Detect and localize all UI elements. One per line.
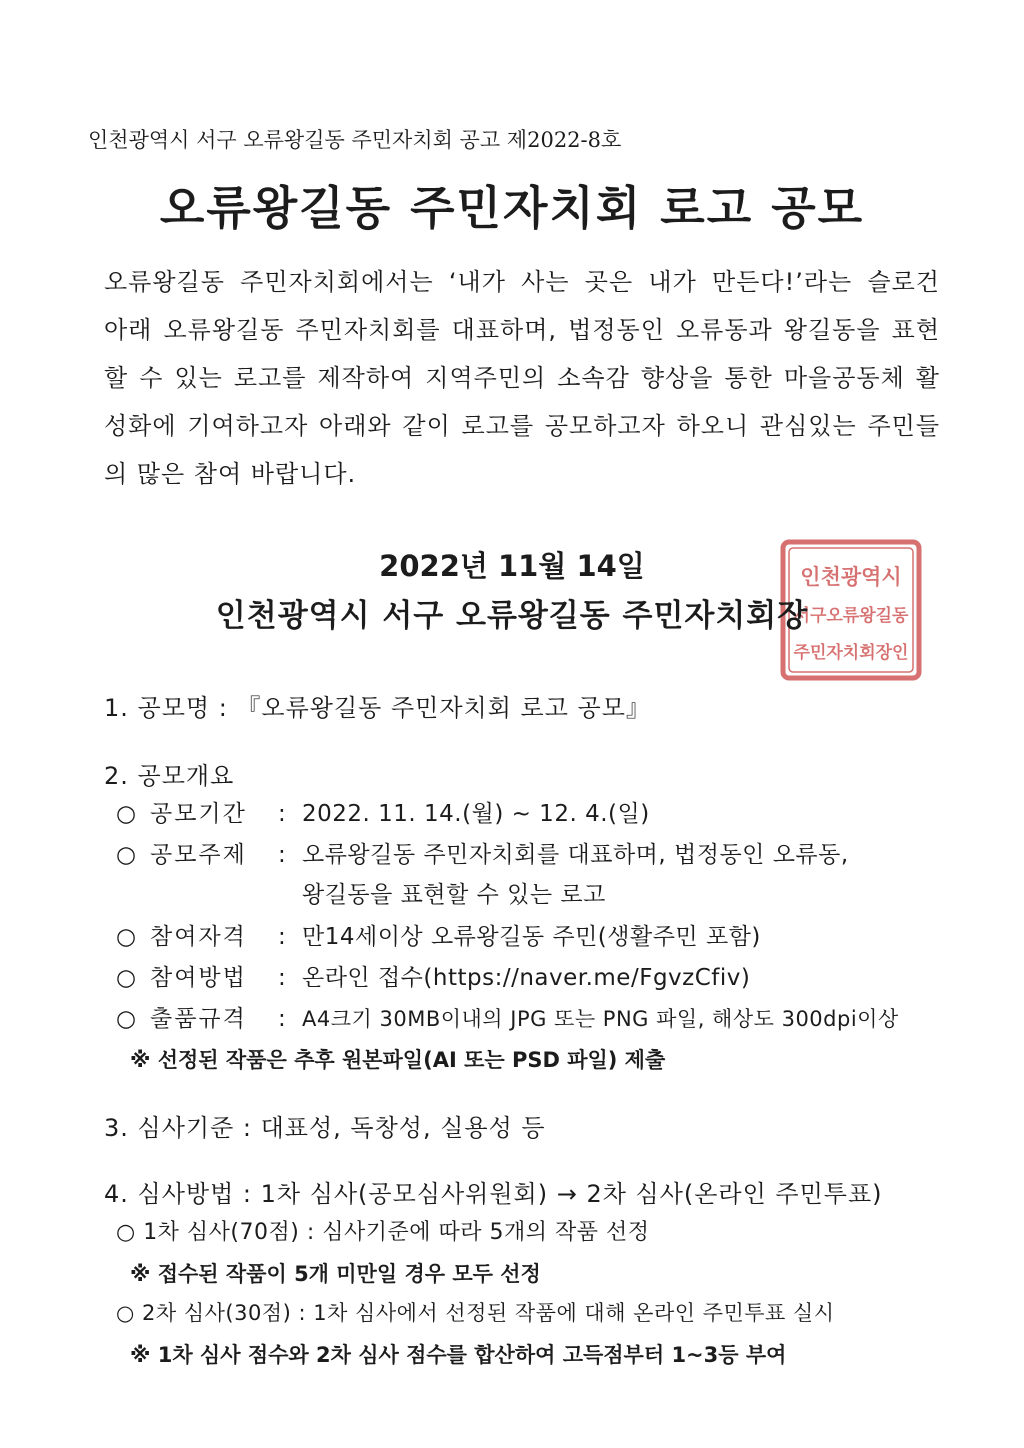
section-contest-name: 1. 공모명 : 『오류왕길동 주민자치회 로고 공모』: [104, 694, 651, 722]
intro-line: 할 수 있는 로고를 제작하여 지역주민의 소속감 향상을 통한 마을공동체 활: [104, 364, 940, 392]
item-colon: :: [278, 965, 287, 991]
round-2-note: ※ 1차 심사 점수와 2차 심사 점수를 합산하여 고득점부터 1~3등 부여: [130, 1343, 787, 1367]
bullet-circle: ○: [116, 924, 137, 950]
item-colon: :: [278, 842, 287, 868]
overview-spec: [116, 1000, 899, 1033]
overview-theme-continuation: 왕길동을 표현할 수 있는 로고: [302, 882, 606, 908]
seal-line: 인천광역시: [800, 565, 902, 589]
intro-line: 성화에 기여하고자 아래와 같이 로고를 공모하고자 하오니 관심있는 주민들: [104, 412, 940, 440]
overview-theme: [116, 836, 849, 869]
review-round-1: ○ 1차 심사(70점) : 심사기준에 따라 5개의 작품 선정: [116, 1220, 650, 1245]
bullet-circle: ○: [116, 842, 137, 868]
item-value: 온라인 접수(https://naver.me/FgvzCfiv): [302, 965, 751, 991]
notice-number: 인천광역시 서구 오류왕길동 주민자치회 공고 제2022-8호: [88, 128, 622, 152]
signer-name: 인천광역시 서구 오류왕길동 주민자치회장: [215, 598, 809, 634]
intro-line: 오류왕길동 주민자치회에서는 ‘내가 사는 곳은 내가 만든다!’라는 슬로건: [104, 268, 940, 296]
intro-line: 아래 오류왕길동 주민자치회를 대표하며, 법정동인 오류동과 왕길동을 표현: [104, 316, 940, 344]
item-label: 참여자격: [150, 924, 247, 950]
item-value: 만14세이상 오류왕길동 주민(생활주민 포함): [302, 924, 761, 950]
issue-date: 2022년 11월 14일: [379, 549, 645, 583]
bullet-circle: ○: [116, 965, 137, 991]
item-label: 출품규격: [150, 1006, 247, 1032]
item-value: 오류왕길동 주민자치회를 대표하며, 법정동인 오류동,: [302, 842, 849, 868]
overview-method: [116, 959, 750, 992]
selection-note: ※ 선정된 작품은 추후 원본파일(AI 또는 PSD 파일) 제출: [130, 1048, 666, 1072]
section-criteria: 3. 심사기준 : 대표성, 독창성, 실용성 등: [104, 1114, 546, 1142]
item-label: 참여방법: [150, 965, 247, 991]
review-round-2: ○ 2차 심사(30점) : 1차 심사에서 선정된 작품에 대해 온라인 주민투표 실시: [116, 1301, 835, 1325]
section-overview-title: 2. 공모개요: [104, 762, 235, 790]
item-label: 공모기간: [150, 801, 247, 827]
overview-eligibility: [116, 918, 761, 951]
seal-line: 주민자치회장인: [793, 643, 909, 663]
intro-line: 의 많은 참여 바랍니다.: [104, 460, 357, 488]
overview-period: [116, 795, 650, 828]
item-value: 2022. 11. 14.(월) ~ 12. 4.(일): [302, 801, 650, 827]
section-review-method: 4. 심사방법 : 1차 심사(공모심사위원회) → 2차 심사(온라인 주민투표): [104, 1180, 883, 1208]
document-title: 오류왕길동 주민자치회 로고 공모: [159, 181, 865, 235]
bullet-circle: ○: [116, 1006, 137, 1032]
bullet-circle: ○: [116, 801, 137, 827]
item-colon: :: [278, 924, 287, 950]
round-1-note: ※ 접수된 작품이 5개 미만일 경우 모두 선정: [130, 1262, 541, 1286]
item-label: 공모주제: [150, 842, 247, 868]
item-colon: :: [278, 1006, 287, 1032]
item-colon: :: [278, 801, 287, 827]
seal-line: 서구오류왕길동: [793, 606, 909, 626]
item-value: A4크기 30MB이내의 JPG 또는 PNG 파일, 해상도 300dpi이상: [302, 1007, 899, 1031]
